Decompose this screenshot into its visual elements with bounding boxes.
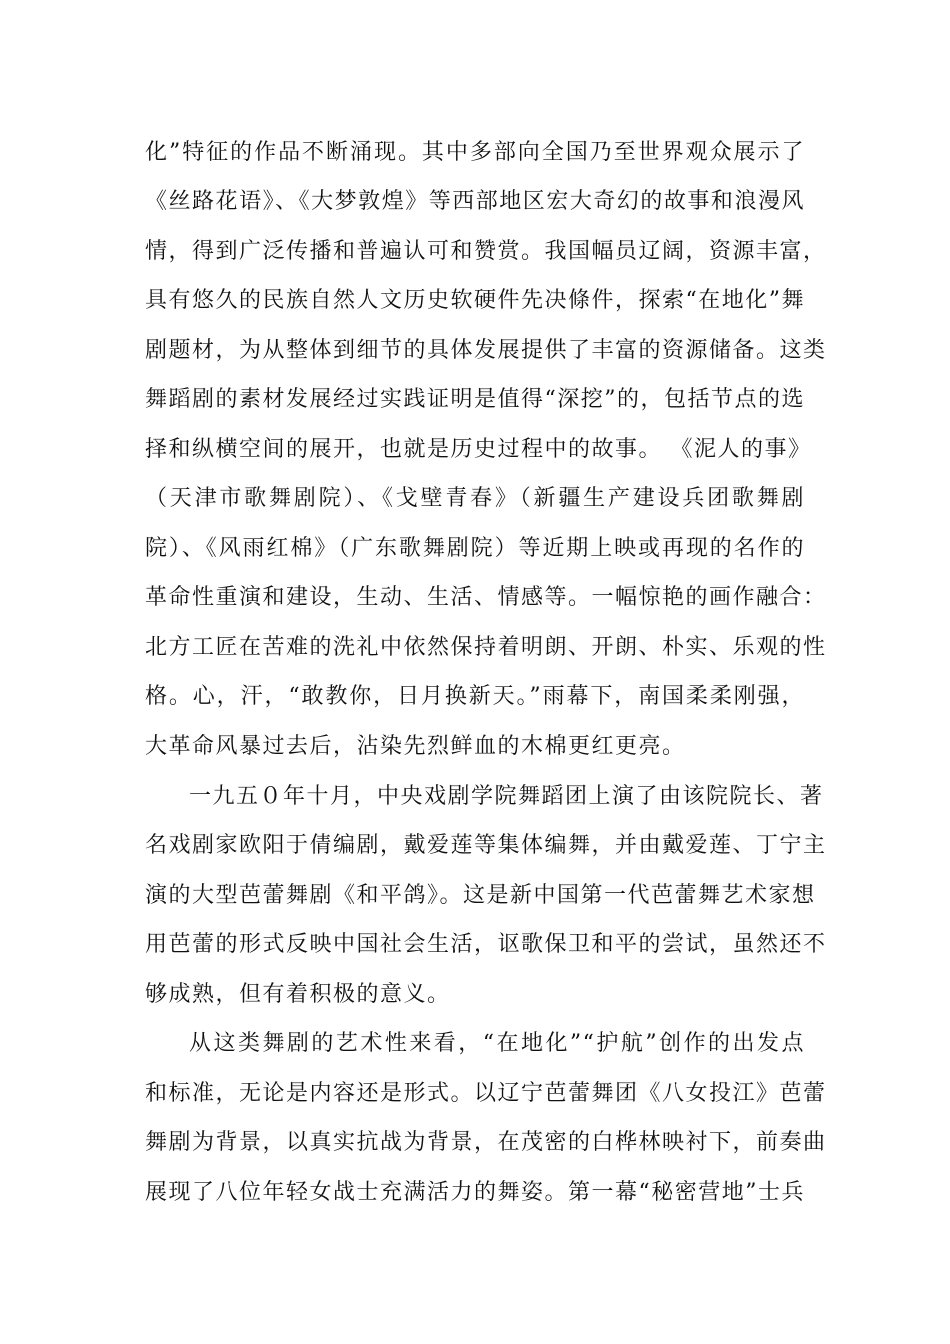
paragraph-first-line: 从这类舞剧的艺术性来看，“在地化”“护航”创作的出发点 [189,1031,805,1056]
text-line: 剧题材，为从整体到细节的具体发展提供了丰富的资源储备。这类 [145,338,827,363]
text-line: 择和纵横空间的展开，也就是历史过程中的故事。 《泥人的事》 [145,437,812,462]
text-line: 革命性重演和建设，生动、生活、情感等。一幅惊艳的画作融合： [145,585,827,610]
text-line: 格。心，汗，“敢教你，日月换新天。”雨幕下，南国柔柔刚强， [145,684,805,709]
text-line: 舞剧为背景，以真实抗战为背景，在茂密的白桦林映衬下，前奏曲 [145,1130,827,1155]
text-line: 院）、《风雨红棉》（广东歌舞剧院）等近期上映或再现的名作的 [145,536,805,561]
text-line: 北方工匠在苦难的洗礼中依然保持着明朗、开朗、朴实、乐观的性 [145,635,827,660]
text-line: 大革命风暴过去后，沾染先烈鲜血的木棉更红更亮。 [145,734,686,759]
text-line: （天津市歌舞剧院）、《戈壁青春》（新疆生产建设兵团歌舞剧 [145,486,805,511]
text-line: 演的大型芭蕾舞剧《和平鸽》。这是新中国第一代芭蕾舞艺术家想 [145,883,816,908]
text-line: 情，得到广泛传播和普遍认可和赞赏。我国幅员辽阔，资源丰富， [145,239,827,264]
text-line: 和标准，无论是内容还是形式。以辽宁芭蕾舞团《八女投江》芭蕾 [145,1081,827,1106]
text-line: 《丝路花语》、《大梦敦煌》等西部地区宏大奇幻的故事和浪漫风 [145,189,805,214]
paragraph-first-line: 一九五０年十月，中央戏剧学院舞蹈团上演了由该院院长、著 [189,784,824,809]
text-line: 具有悠久的民族自然人文历史软硬件先决條件，探索“在地化”舞 [145,288,805,313]
text-line: 名戏剧家欧阳于倩编剧，戴爱莲等集体编舞，并由戴爱莲、丁宁主 [145,833,827,858]
text-line: 够成熟，但有着积极的意义。 [145,982,451,1007]
text-line: 舞蹈剧的素材发展经过实践证明是值得“深挖”的，包括节点的选 [145,387,805,412]
text-line: 化”特征的作品不断涌现。其中多部向全国乃至世界观众展示了 [145,140,805,165]
text-line: 展现了八位年轻女战士充满活力的舞姿。第一幕“秘密营地”士兵 [145,1180,805,1205]
text-line: 用芭蕾的形式反映中国社会生活，讴歌保卫和平的尝试，虽然还不 [145,932,827,957]
